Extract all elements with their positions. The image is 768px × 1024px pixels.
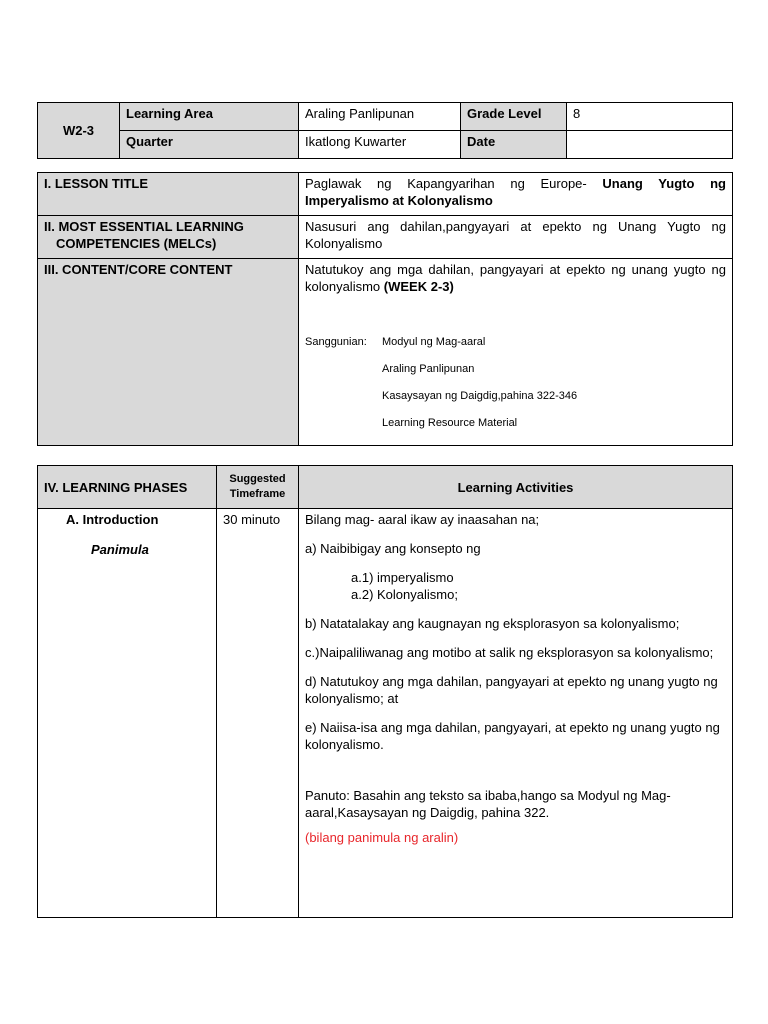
- lesson-title-plain: Paglawak ng Kapangyarihan ng Europe-: [305, 176, 587, 191]
- activity-subitem: a.2) Kolonyalismo;: [351, 587, 458, 602]
- learning-area-label: Learning Area: [120, 103, 299, 131]
- phase-a-timeframe: 30 minuto: [217, 509, 299, 918]
- grade-level-label: Grade Level: [461, 103, 567, 131]
- reference-item: Learning Resource Material: [382, 417, 518, 429]
- activities-header: Learning Activities: [299, 466, 733, 509]
- activity-item: d) Natutukoy ang mga dahilan, pangyayari at epekto ng unang yugto ng kolonyalismo; at: [305, 674, 718, 706]
- learning-area-value: Araling Panlipunan: [299, 103, 461, 131]
- activity-subitems: [305, 569, 726, 603]
- melc-label-line1: II. MOST ESSENTIAL LEARNING: [44, 219, 244, 234]
- phase-a-sublabel: Panimula: [91, 542, 149, 557]
- activity-item: c.)Naipaliliwanag ang motibo at salik ng eksplorasyon sa kolonyalismo;: [305, 645, 714, 660]
- week-code: W2-3: [38, 103, 120, 159]
- lesson-title-bold: Unang Yugto ng Imperyalismo at Kolonyalismo: [305, 176, 726, 208]
- activity-subitem: a.1) imperyalismo: [351, 570, 454, 585]
- reference-item: Araling Panlipunan: [382, 363, 475, 375]
- timeframe-header-line1: Suggested: [229, 473, 286, 485]
- phase-a-cell: [38, 509, 217, 918]
- reference-label: Sanggunian:: [305, 336, 367, 348]
- melc-label: [38, 216, 299, 259]
- activity-intro: Bilang mag- aaral ikaw ay inaasahan na;: [305, 512, 540, 527]
- timeframe-header: [217, 466, 299, 509]
- activity-item: a) Naibibigay ang konsepto ng: [305, 541, 481, 556]
- date-value: [567, 131, 733, 159]
- activities-cell: [299, 509, 733, 918]
- lesson-title-value: [299, 173, 733, 216]
- reference-text: Modyul ng Mag-aaral: [382, 336, 486, 348]
- content-cell: [299, 259, 733, 446]
- lesson-table: [37, 172, 733, 446]
- timeframe-header-line2: Timeframe: [229, 488, 286, 500]
- activity-item: e) Naiisa-isa ang mga dahilan, pangyayari, at epekto ng unang yugto ng kolonyalismo.: [305, 720, 720, 752]
- phase-a-label: A. Introduction: [66, 512, 159, 527]
- melc-label-line2: COMPETENCIES (MELCs): [56, 236, 217, 251]
- reference-item: Kasaysayan ng Daigdig,pahina 322-346: [382, 390, 578, 402]
- reference-list: [305, 335, 726, 430]
- content-text: [305, 261, 726, 295]
- content-label: III. CONTENT/CORE CONTENT: [38, 259, 299, 446]
- date-label: Date: [461, 131, 567, 159]
- intro-note: (bilang panimula ng aralin): [305, 830, 459, 845]
- grade-level-value: 8: [567, 103, 733, 131]
- quarter-label: Quarter: [120, 131, 299, 159]
- instruction-text: Panuto: Basahin ang teksto sa ibaba,hango sa Modyul ng Mag-aaral,Kasaysayan ng Daigdig, pahina 322.: [305, 788, 671, 820]
- content-week: (WEEK 2-3): [383, 279, 454, 294]
- reference-item: [305, 335, 726, 349]
- melc-value: Nasusuri ang dahilan,pangyayari at epekto ng Unang Yugto ng Kolonyalismo: [299, 216, 733, 259]
- phases-header: IV. LEARNING PHASES: [38, 466, 217, 509]
- header-table: [37, 102, 733, 159]
- learning-phases-table: [37, 465, 733, 918]
- quarter-value: Ikatlong Kuwarter: [299, 131, 461, 159]
- content-value: Natutukoy ang mga dahilan, pangyayari at epekto ng unang yugto ng kolonyalismo: [305, 262, 726, 294]
- lesson-title-label: I. LESSON TITLE: [38, 173, 299, 216]
- activity-item: b) Natatalakay ang kaugnayan ng eksplorasyon sa kolonyalismo;: [305, 616, 680, 631]
